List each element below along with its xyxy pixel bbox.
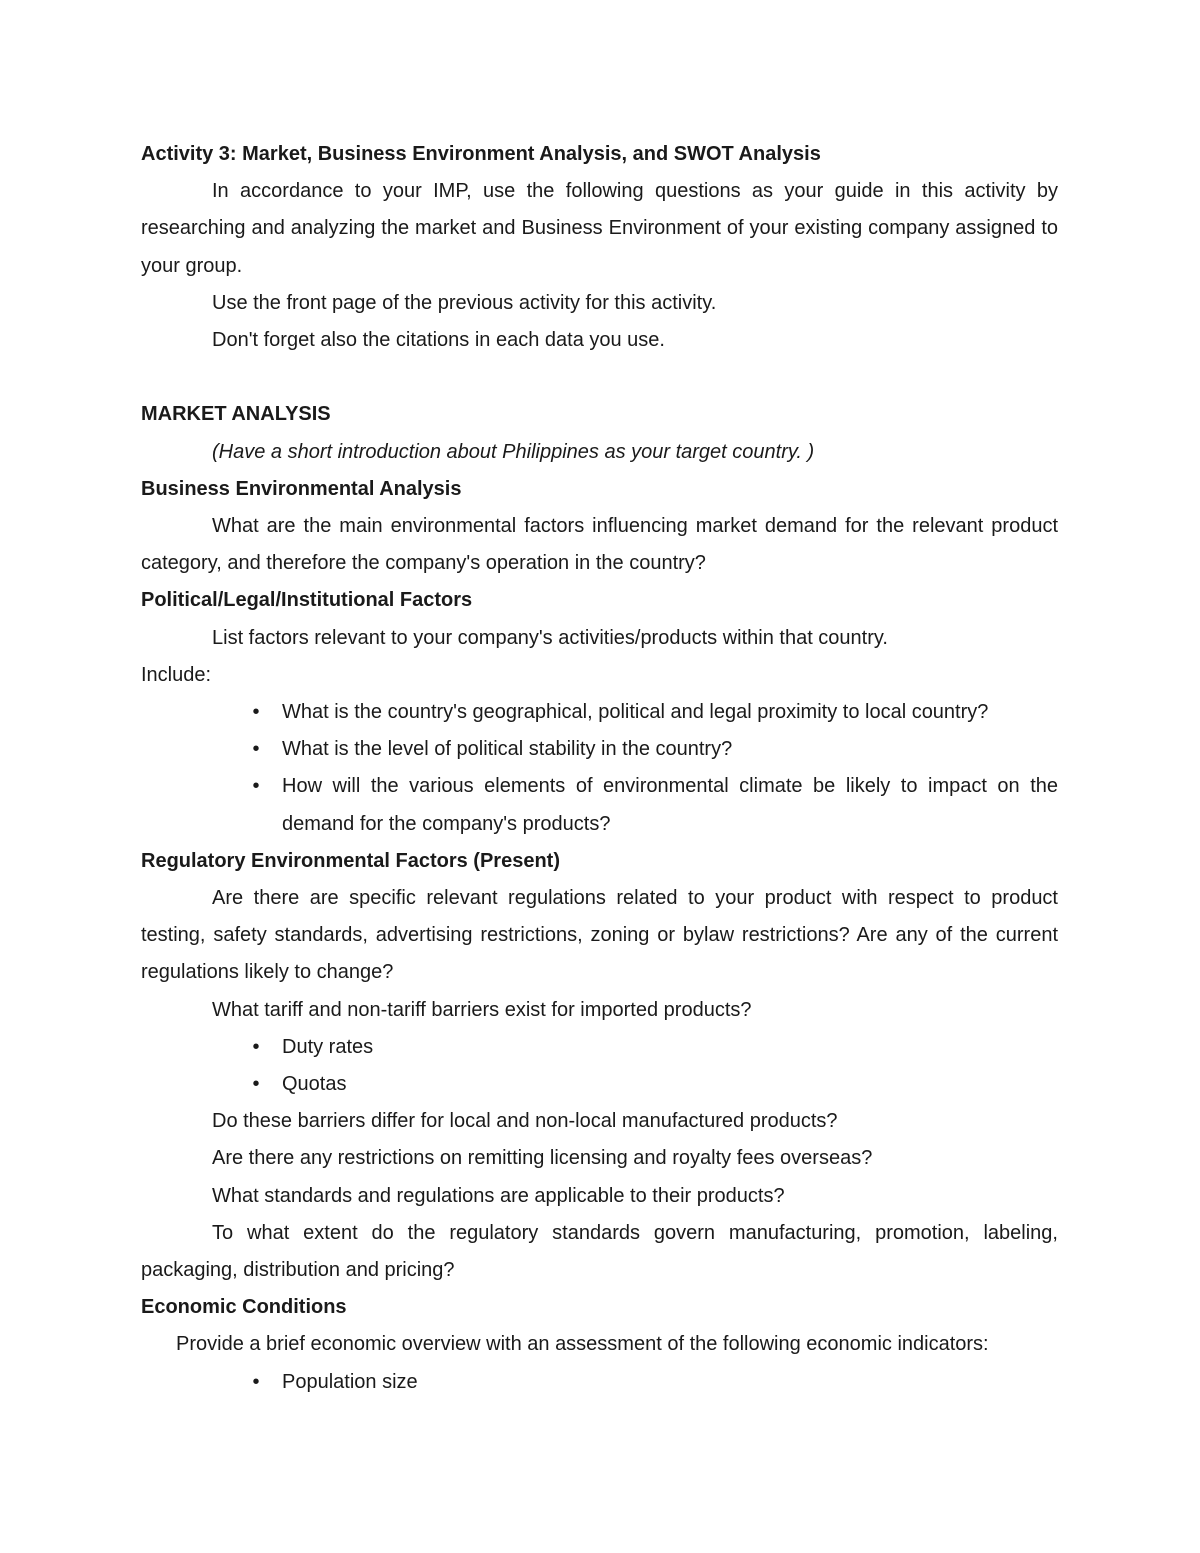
market-analysis-heading: MARKET ANALYSIS (141, 403, 331, 426)
list-item (252, 1066, 1058, 1103)
regulatory-question-3: Do these barriers differ for local and non-local manufactured products? (212, 1110, 838, 1133)
list-item-text: Duty rates (282, 1035, 374, 1058)
bullet-icon: • (252, 1035, 260, 1058)
business-env-heading: Business Environmental Analysis (141, 477, 462, 500)
list-item (252, 1029, 1058, 1066)
market-analysis-instruction: (Have a short introduction about Philippines as your target country. ) (212, 440, 815, 463)
bullet-icon: • (252, 1073, 260, 1096)
political-bullet-list (141, 694, 1058, 843)
list-item (252, 768, 1058, 842)
regulatory-question-6: To what extent do the regulatory standards govern manufacturing, promotion, labeling, packaging, distribution and pricing? (141, 1221, 1058, 1282)
regulatory-question-5: What standards and regulations are applicable to their products? (212, 1184, 785, 1207)
list-item-text: Quotas (282, 1073, 347, 1096)
list-item-text: How will the various elements of environmental climate be likely to impact on the demand for the company's products? (282, 775, 1058, 835)
document-title: Activity 3: Market, Business Environment Analysis, and SWOT Analysis (141, 143, 821, 165)
list-item-text: What is the country's geographical, political and legal proximity to local country? (282, 701, 989, 724)
citations-note: Don't forget also the citations in each data you use. (212, 329, 665, 352)
regulatory-question-1: Are there are specific relevant regulations related to your product with respect to product testing, safety standards, advertising restrictions, zoning or bylaw restrictions? Are any of the current regulations likely to change? (141, 887, 1058, 984)
economic-bullet-list (141, 1364, 1058, 1401)
intro-paragraph: In accordance to your IMP, use the following questions as your guide in this activity by researching and analyzing the market and Business Environment of your existing company assigned to your group. (141, 180, 1058, 277)
list-item-text: What is the level of political stability in the country? (282, 738, 733, 761)
blank-line (141, 359, 1058, 396)
regulatory-heading: Regulatory Environmental Factors (Present) (141, 849, 560, 872)
regulatory-question-4: Are there any restrictions on remitting licensing and royalty fees overseas? (212, 1147, 873, 1170)
include-label: Include: (141, 663, 212, 686)
regulatory-bullet-list (141, 1029, 1058, 1103)
list-item (252, 731, 1058, 768)
economic-heading: Economic Conditions (141, 1296, 347, 1319)
bullet-icon: • (252, 775, 260, 798)
bullet-icon: • (252, 701, 260, 724)
business-env-question: What are the main environmental factors influencing market demand for the relevant product category, and therefore the company's operation in the country? (141, 515, 1058, 575)
political-heading: Political/Legal/Institutional Factors (141, 589, 473, 612)
list-item-text: Population size (282, 1370, 418, 1393)
bullet-icon: • (252, 1370, 260, 1393)
economic-text: Provide a brief economic overview with an assessment of the following economic indicators: (176, 1333, 989, 1356)
list-item (252, 1364, 1058, 1401)
front-page-note: Use the front page of the previous activity for this activity. (212, 291, 717, 314)
political-text: List factors relevant to your company's activities/products within that country. (212, 626, 888, 649)
bullet-icon: • (252, 738, 260, 761)
regulatory-question-2: What tariff and non-tariff barriers exist for imported products? (212, 998, 752, 1021)
document-body (141, 136, 1058, 1401)
list-item (252, 694, 1058, 731)
